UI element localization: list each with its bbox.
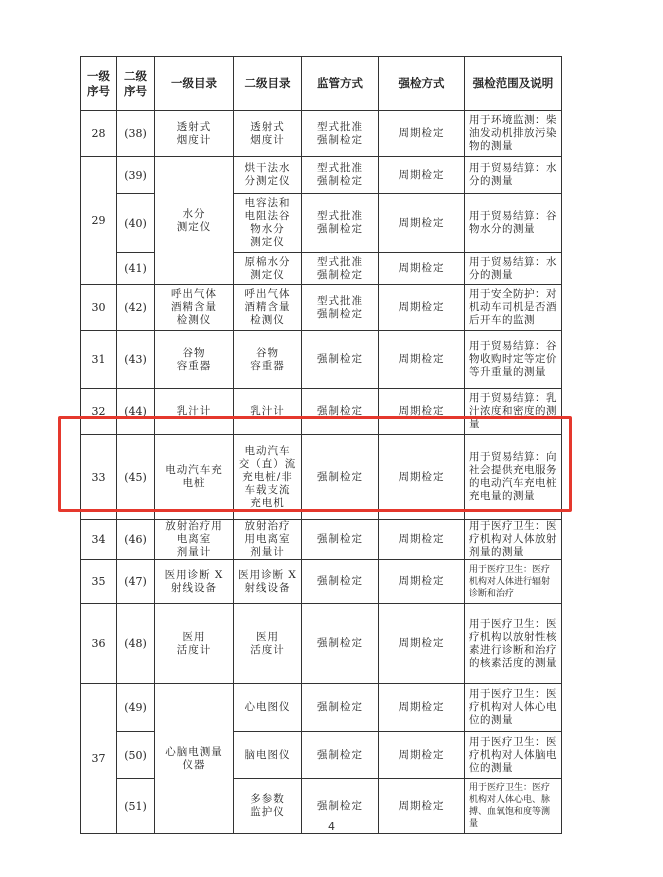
supervision-mode: 强制检定 <box>302 389 379 435</box>
level1-no: 37 <box>81 684 117 834</box>
table-row <box>81 111 562 157</box>
scope-description: 用于贸易结算：向社会提供充电服务的电动汽车充电桩充电量的测量 <box>465 435 562 520</box>
header-level2-category: 二级目录 <box>234 57 302 111</box>
level2-category: 呼出气体 酒精含量 检测仪 <box>234 285 302 331</box>
check-mode: 周期检定 <box>379 253 465 285</box>
level2-no: (39) <box>117 157 155 194</box>
scope-description: 用于贸易结算：谷物收购时定等定价等升重量的测量 <box>465 331 562 389</box>
check-mode: 周期检定 <box>379 111 465 157</box>
scope-description: 用于医疗卫生：医疗机构对人体心电位的测量 <box>465 684 562 732</box>
level2-category: 谷物 容重器 <box>234 331 302 389</box>
level1-category: 心脑电测量 仪器 <box>155 684 234 834</box>
check-mode: 周期检定 <box>379 331 465 389</box>
level1-no: 35 <box>81 560 117 604</box>
level1-category: 呼出气体 酒精含量 检测仪 <box>155 285 234 331</box>
level2-no: (43) <box>117 331 155 389</box>
table-row <box>81 157 562 194</box>
level1-no: 36 <box>81 604 117 684</box>
check-mode: 周期检定 <box>379 520 465 560</box>
scope-description: 用于环境监测：柴油发动机排放污染物的测量 <box>465 111 562 157</box>
check-mode: 周期检定 <box>379 560 465 604</box>
level2-category: 放射治疗 用电离室 剂量计 <box>234 520 302 560</box>
header-supervision-mode: 监管方式 <box>302 57 379 111</box>
table-header-row <box>81 57 562 111</box>
level1-no: 28 <box>81 111 117 157</box>
level2-category: 医用诊断 X 射线设备 <box>234 560 302 604</box>
table-row <box>81 684 562 732</box>
scope-description: 用于医疗卫生：医疗机构对人体放射剂量的测量 <box>465 520 562 560</box>
level1-category: 电动汽车充 电桩 <box>155 435 234 520</box>
header-check-mode: 强检方式 <box>379 57 465 111</box>
level1-no: 29 <box>81 157 117 285</box>
check-mode: 周期检定 <box>379 285 465 331</box>
level2-category: 乳汁计 <box>234 389 302 435</box>
supervision-mode: 强制检定 <box>302 684 379 732</box>
level2-no: (47) <box>117 560 155 604</box>
scope-description: 用于贸易结算：水分的测量 <box>465 157 562 194</box>
level1-no: 31 <box>81 331 117 389</box>
level2-no: (51) <box>117 779 155 834</box>
level1-category: 水分 测定仪 <box>155 157 234 285</box>
level2-no: (38) <box>117 111 155 157</box>
level2-category: 原棉水分 测定仪 <box>234 253 302 285</box>
table-row <box>81 732 562 779</box>
check-mode: 周期检定 <box>379 157 465 194</box>
supervision-mode: 强制检定 <box>302 331 379 389</box>
level1-category: 乳汁计 <box>155 389 234 435</box>
level2-category: 电动汽车 交（直）流 充电桩/非 车载支流 充电机 <box>234 435 302 520</box>
supervision-mode: 型式批准 强制检定 <box>302 157 379 194</box>
header-level2-no: 二级 序号 <box>117 57 155 111</box>
supervision-mode: 强制检定 <box>302 560 379 604</box>
level1-category: 医用诊断 X 射线设备 <box>155 560 234 604</box>
level1-no: 33 <box>81 435 117 520</box>
level1-category: 谷物 容重器 <box>155 331 234 389</box>
check-mode: 周期检定 <box>379 779 465 834</box>
scope-description: 用于医疗卫生：医疗机构对人体脑电位的测量 <box>465 732 562 779</box>
level1-no: 30 <box>81 285 117 331</box>
level2-category: 透射式 烟度计 <box>234 111 302 157</box>
supervision-mode: 型式批准 强制检定 <box>302 253 379 285</box>
supervision-mode: 型式批准 强制检定 <box>302 194 379 253</box>
header-level1-no: 一级 序号 <box>81 57 117 111</box>
level2-category: 医用 活度计 <box>234 604 302 684</box>
level2-category: 烘干法水 分测定仪 <box>234 157 302 194</box>
scope-description: 用于贸易结算：水分的测量 <box>465 253 562 285</box>
header-scope: 强检范围及说明 <box>465 57 562 111</box>
supervision-mode: 强制检定 <box>302 732 379 779</box>
level2-category: 多参数 监护仪 <box>234 779 302 834</box>
level2-category: 脑电图仪 <box>234 732 302 779</box>
check-mode: 周期检定 <box>379 435 465 520</box>
level1-no: 32 <box>81 389 117 435</box>
table-row <box>81 560 562 604</box>
level2-no: (46) <box>117 520 155 560</box>
level1-category: 医用 活度计 <box>155 604 234 684</box>
check-mode: 周期检定 <box>379 194 465 253</box>
highlight-box <box>58 416 572 512</box>
supervision-mode: 强制检定 <box>302 520 379 560</box>
level2-no: (41) <box>117 253 155 285</box>
check-mode: 周期检定 <box>379 389 465 435</box>
header-level1-category: 一级目录 <box>155 57 234 111</box>
level2-no: (49) <box>117 684 155 732</box>
level2-category: 电容法和 电阻法谷 物水分 测定仪 <box>234 194 302 253</box>
scope-description: 用于安全防护：对机动车司机是否酒后开车的监测 <box>465 285 562 331</box>
table-row <box>81 285 562 331</box>
supervision-mode: 型式批准 强制检定 <box>302 285 379 331</box>
level2-no: (44) <box>117 389 155 435</box>
table-row <box>81 331 562 389</box>
supervision-mode: 强制检定 <box>302 779 379 834</box>
supervision-mode: 强制检定 <box>302 435 379 520</box>
level1-category: 放射治疗用 电离室 剂量计 <box>155 520 234 560</box>
scope-description: 用于贸易结算：谷物水分的测量 <box>465 194 562 253</box>
scope-description: 用于医疗卫生：医疗机构以放射性核素进行诊断和治疗的核素活度的测量 <box>465 604 562 684</box>
level2-no: (42) <box>117 285 155 331</box>
scope-description: 用于贸易结算：乳汁浓度和密度的测量 <box>465 389 562 435</box>
table-row <box>81 253 562 285</box>
level2-no: (50) <box>117 732 155 779</box>
scope-description: 用于医疗卫生：医疗机构对人体心电、脉搏、血氧饱和度等测量 <box>465 779 562 834</box>
level2-no: (48) <box>117 604 155 684</box>
check-mode: 周期检定 <box>379 684 465 732</box>
check-mode: 周期检定 <box>379 604 465 684</box>
table-row <box>81 194 562 253</box>
table-row <box>81 520 562 560</box>
supervision-mode: 型式批准 强制检定 <box>302 111 379 157</box>
check-mode: 周期检定 <box>379 732 465 779</box>
scope-description: 用于医疗卫生：医疗机构对人体进行辐射诊断和治疗 <box>465 560 562 604</box>
level2-no: (45) <box>117 435 155 520</box>
level1-category: 透射式 烟度计 <box>155 111 234 157</box>
page-number: 4 <box>328 820 335 833</box>
supervision-mode: 强制检定 <box>302 604 379 684</box>
level1-no: 34 <box>81 520 117 560</box>
level2-category: 心电图仪 <box>234 684 302 732</box>
level2-no: (40) <box>117 194 155 253</box>
table-row <box>81 604 562 684</box>
